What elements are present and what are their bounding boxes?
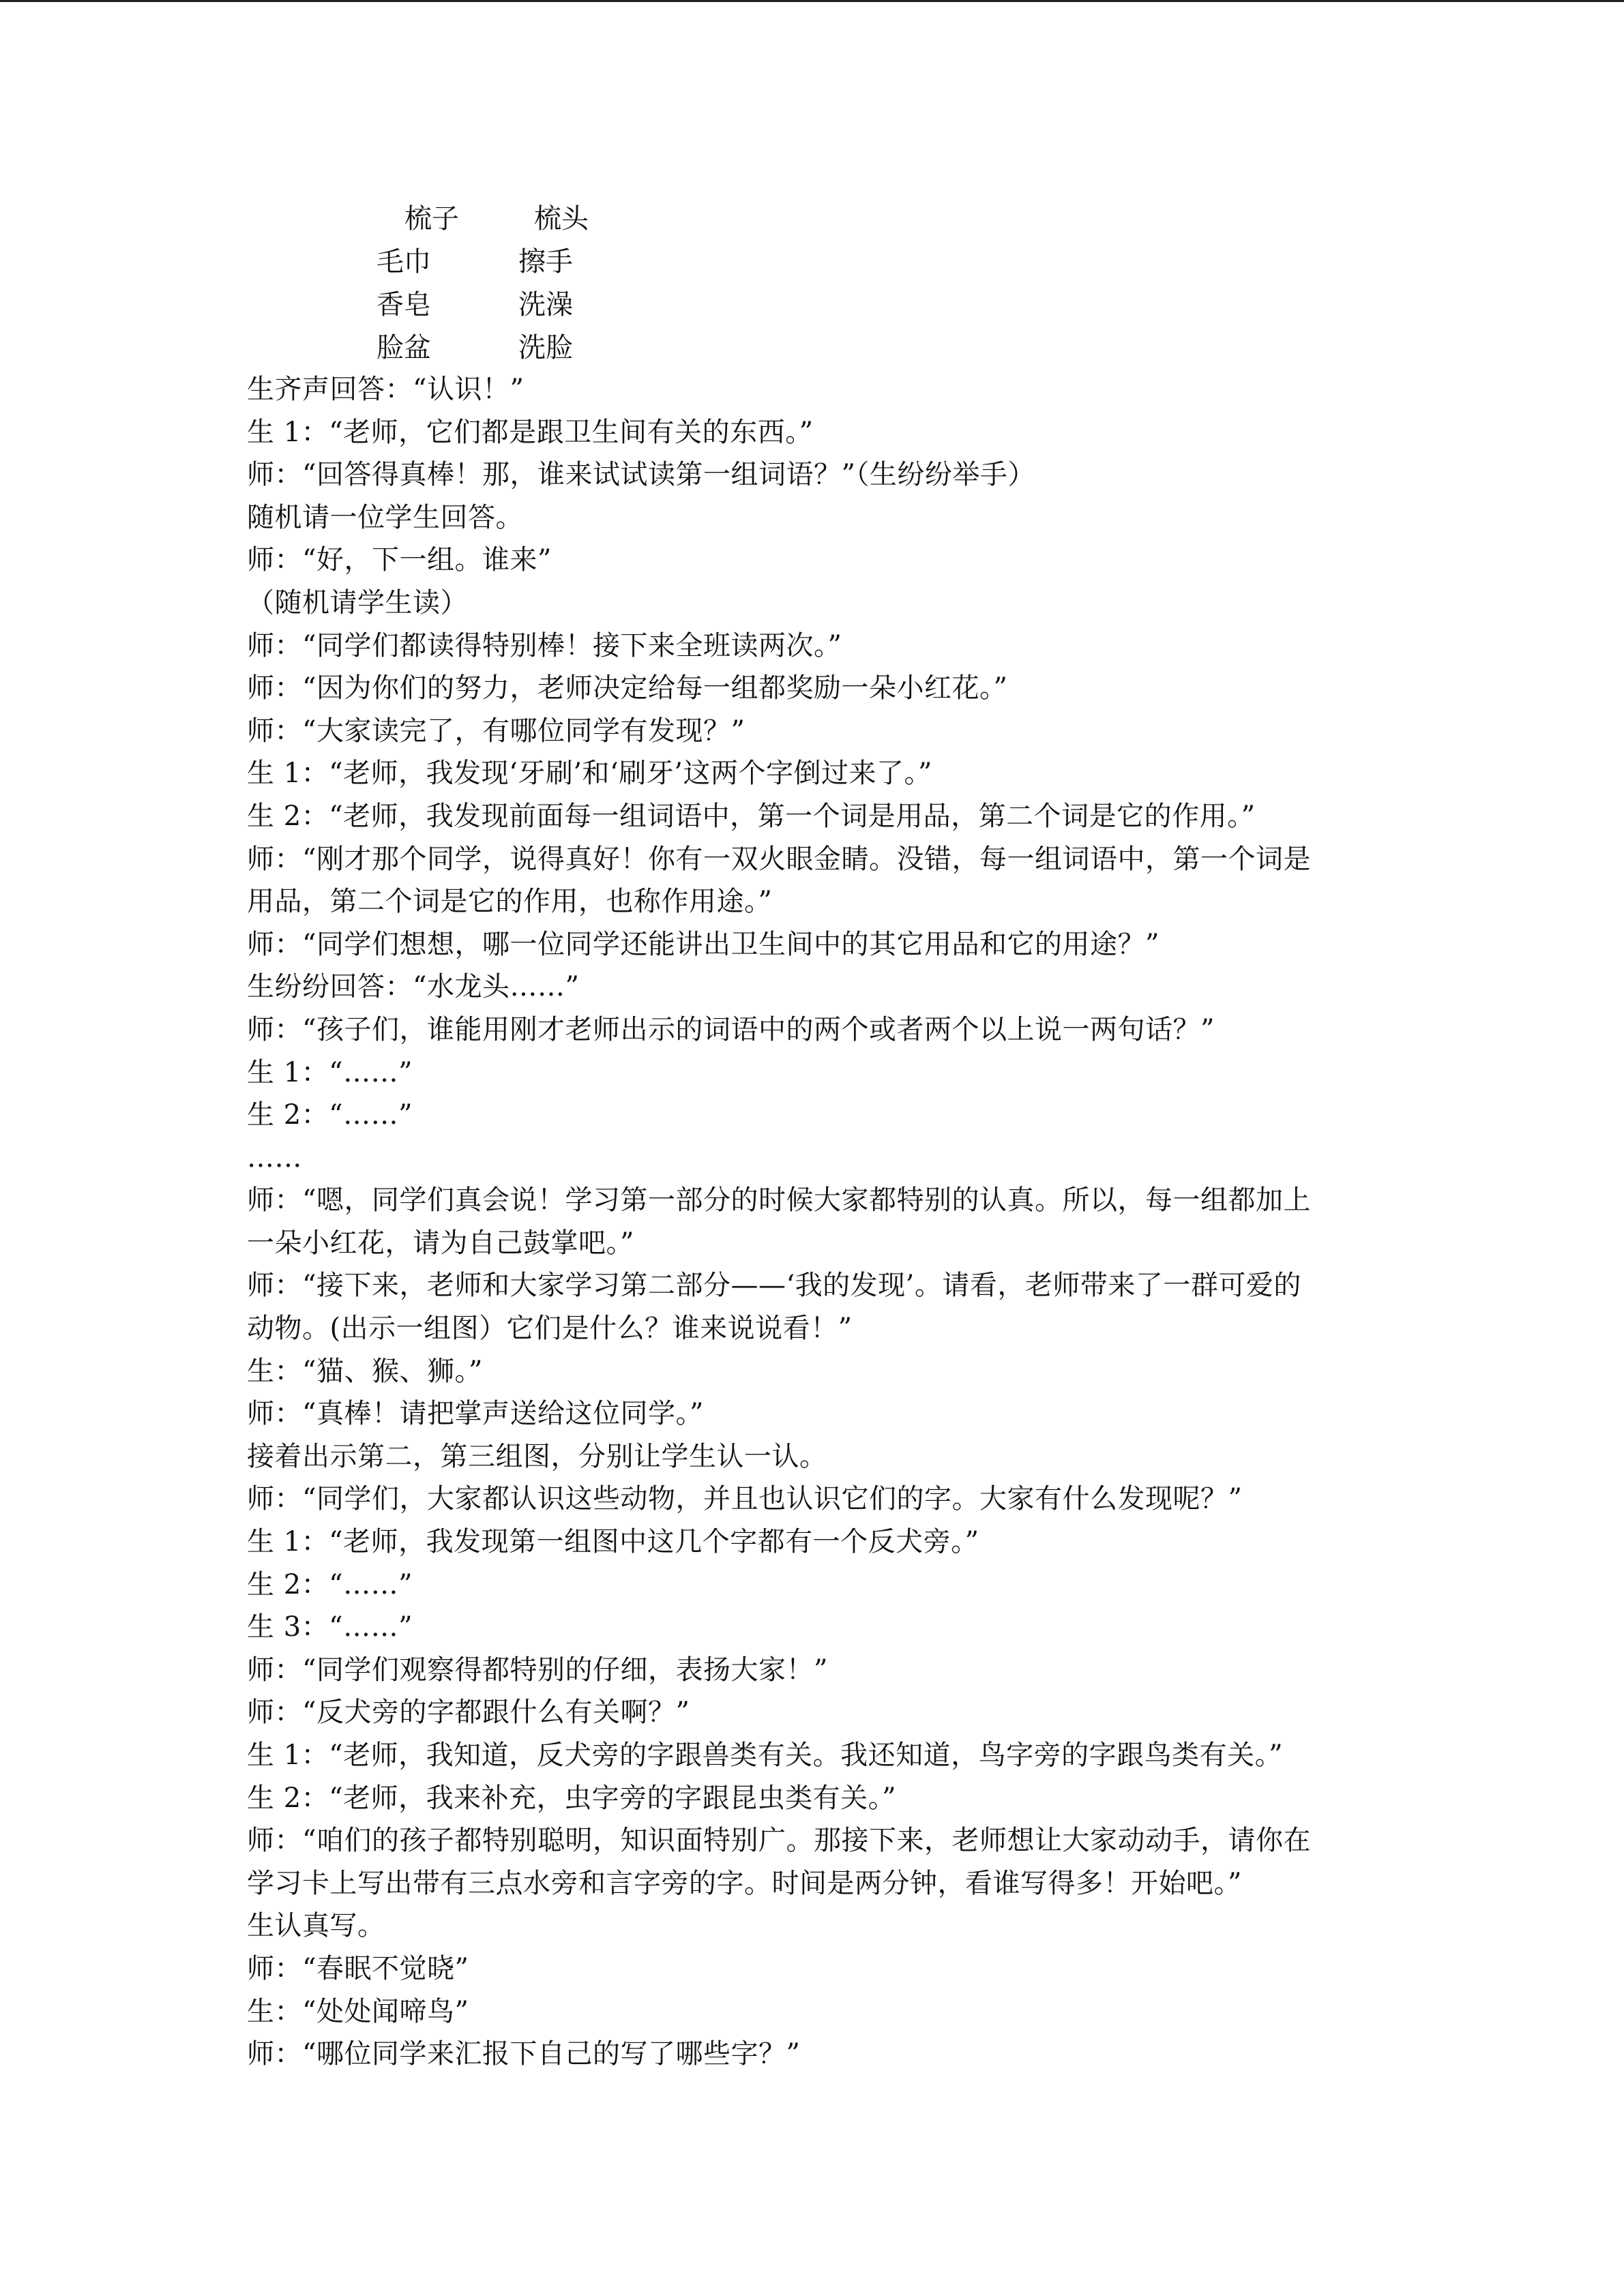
transcript-line: 生 2：“老师，我来补充，虫字旁的字跟昆虫类有关。” bbox=[247, 1782, 897, 1814]
vocab-use: 梳头 bbox=[534, 203, 589, 235]
transcript-line: 生 2：“……” bbox=[247, 1568, 413, 1600]
vocab-use: 洗脸 bbox=[518, 332, 573, 363]
transcript-line: 生 2：“老师，我发现前面每一组词语中，第一个词是用品，第二个词是它的作用。” bbox=[247, 800, 1256, 832]
vocab-use: 擦手 bbox=[518, 246, 573, 278]
transcript-line: 动物。(出示一组图）它们是什么？谁来说说看！” bbox=[247, 1313, 853, 1345]
transcript-line: 生 1：“……” bbox=[247, 1056, 413, 1088]
vocabulary-table bbox=[0, 198, 1624, 370]
transcript-line: 师：“反犬旁的字都跟什么有关啊？” bbox=[247, 1697, 690, 1729]
vocab-item: 脸盆 bbox=[377, 332, 431, 363]
transcript-line: 师：“同学们，大家都认识这些动物，并且也认识它们的字。大家有什么发现呢？” bbox=[247, 1483, 1243, 1515]
transcript-line: 师：“大家读完了，有哪位同学有发现？” bbox=[247, 715, 745, 747]
vocab-row bbox=[0, 241, 1624, 284]
transcript-line: 师：“好，下一组。谁来” bbox=[247, 544, 552, 576]
transcript-line: 生 1：“老师，它们都是跟卫生间有关的东西。” bbox=[247, 416, 814, 448]
vocab-item: 毛巾 bbox=[377, 246, 431, 278]
transcript-line: 生 1：“老师，我知道，反犬旁的字跟兽类有关。我还知道，鸟字旁的字跟鸟类有关。” bbox=[247, 1740, 1284, 1771]
vocab-row bbox=[0, 198, 1624, 241]
transcript-line: 师：“咱们的孩子都特别聪明，知识面特别广。那接下来，老师想让大家动动手，请你在 bbox=[247, 1825, 1311, 1857]
transcript-line: 师：“孩子们，谁能用刚才老师出示的词语中的两个或者两个以上说一两句话？” bbox=[247, 1013, 1215, 1045]
transcript-line: 师：“刚才那个同学，说得真好！你有一双火眼金睛。没错，每一组词语中，第一个词是 bbox=[247, 843, 1311, 875]
transcript-line: 师：“同学们想想，哪一位同学还能讲出卫生间中的其它用品和它的用途？” bbox=[247, 928, 1160, 960]
transcript-line: 学习卡上写出带有三点水旁和言字旁的字。时间是两分钟，看谁写得多！开始吧。” bbox=[247, 1867, 1242, 1899]
transcript-line: 接着出示第二，第三组图，分别让学生认一认。 bbox=[247, 1440, 827, 1472]
transcript-line: 生认真写。 bbox=[247, 1910, 385, 1942]
transcript-line: 生齐声回答：“认识！” bbox=[247, 374, 525, 405]
transcript-line: 师：“哪位同学来汇报下自己的写了哪些字？” bbox=[247, 2038, 801, 2070]
transcript-line: 师：“接下来，老师和大家学习第二部分——‘我的发现’。请看，老师带来了一群可爱的 bbox=[247, 1270, 1301, 1302]
transcript-line: 一朵小红花，请为自己鼓掌吧。” bbox=[247, 1227, 634, 1259]
transcript-line: 生 1：“老师，我发现第一组图中这几个字都有一个反犬旁。” bbox=[247, 1526, 979, 1558]
transcript-line: （随机请学生读） bbox=[247, 586, 468, 618]
transcript-line: 师：“同学们都读得特别棒！接下来全班读两次。” bbox=[247, 629, 842, 661]
vocab-row bbox=[0, 327, 1624, 370]
lesson-transcript bbox=[247, 368, 1379, 2076]
transcript-line: …… bbox=[247, 1142, 302, 1174]
vocab-use: 洗澡 bbox=[518, 289, 573, 320]
transcript-line: 随机请一位学生回答。 bbox=[247, 501, 523, 533]
transcript-line: 生：“猫、猴、狮。” bbox=[247, 1355, 483, 1387]
transcript-line: 生纷纷回答：“水龙头……” bbox=[247, 971, 580, 1003]
transcript-line: 生：“处处闻啼鸟” bbox=[247, 1995, 469, 2027]
transcript-line: 生 1：“老师，我发现‘牙刷’和‘刷牙’这两个字倒过来了。” bbox=[247, 758, 932, 790]
transcript-line: 师：“春眠不觉晓” bbox=[247, 1952, 469, 1984]
transcript-line: 师：“真棒！请把掌声送给这位同学。” bbox=[247, 1398, 704, 1430]
transcript-line: 生 2：“……” bbox=[247, 1099, 413, 1131]
transcript-line: 师：“嗯，同学们真会说！学习第一部分的时候大家都特别的认真。所以，每一组都加上 bbox=[247, 1184, 1311, 1217]
transcript-line: 生 3：“……” bbox=[247, 1611, 413, 1643]
transcript-line: 师：“同学们观察得都特别的仔细，表扬大家！” bbox=[247, 1654, 828, 1686]
vocab-item: 梳子 bbox=[404, 203, 459, 235]
transcript-line: 师：“回答得真棒！那，谁来试试读第一组词语？”（生纷纷举手） bbox=[247, 459, 1035, 491]
vocab-item: 香皂 bbox=[377, 289, 431, 320]
vocab-row bbox=[0, 284, 1624, 327]
transcript-line: 用品，第二个词是它的作用，也称作用途。” bbox=[247, 886, 773, 918]
transcript-line: 师：“因为你们的努力，老师决定给每一组都奖励一朵小红花。” bbox=[247, 672, 1008, 704]
